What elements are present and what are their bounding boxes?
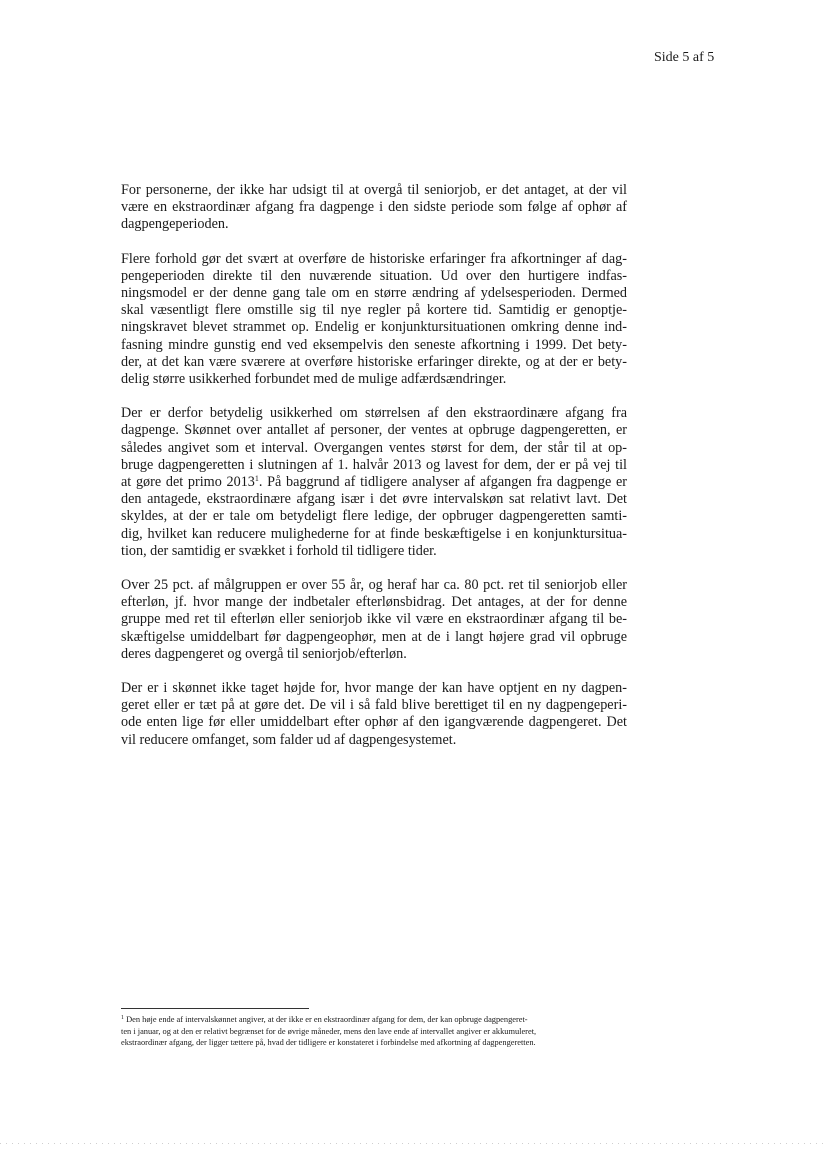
text-line: Flere forhold gør det svært at overføre de historiske erfaringer fra afkortninger af dag- xyxy=(121,250,627,267)
text-line: gruppe med ret til efterløn eller seniorjob ikke vil være en ekstraordinær afgang til be- xyxy=(121,611,627,628)
footnote-ref-marker: 1 xyxy=(254,474,259,484)
text-line: skal væsentligt flere omstille sig til nye regler på kortere tid. Samtidig er genoptje- xyxy=(121,302,627,319)
paragraph-3 xyxy=(121,405,627,560)
text-line: skæftigelse umiddelbart før dagpengeophør, men at de i langt højere grad vil opbruge xyxy=(121,628,627,645)
document-body xyxy=(121,182,627,766)
footnote-marker: 1 xyxy=(121,1015,124,1021)
footnote-divider xyxy=(121,1008,309,1009)
footnote-line: ekstraordinær afgang, der ligger tættere på, hvad der tidligere er konstateret i forbindelse med afkortning af dagpengeretten. xyxy=(121,1038,536,1047)
text-line: bruge dagpengeretten i slutningen af 1. halvår 2013 og lavest for dem, der er på vej til xyxy=(121,456,627,473)
text-line: dig, hvilket kan reducere mulighederne for at finde beskæftigelse i en konjunktursitua- xyxy=(121,525,627,542)
text-line: være en ekstraordinær afgang fra dagpenge i den sidste periode som følge af ophør af xyxy=(121,199,627,216)
text-line: dagpenge. Skønnet over antallet af personer, der ventes at opbruge dagpengeretten, er xyxy=(121,422,627,439)
paragraph-4 xyxy=(121,577,627,663)
text-line: således angivet som et interval. Overgangen ventes størst for dem, der står til at op- xyxy=(121,439,627,456)
footnote-line: ten i januar, og at den er relativt begrænset for de øvrige måneder, mens den lave ende af intervallet angiver er akkumuleret, xyxy=(121,1026,537,1036)
text-line: ningskravet blevet strammet op. Endelig er konjunktursituationen omkring denne ind- xyxy=(121,319,627,336)
text-line: vil reducere omfanget, som falder ud af dagpengesystemet. xyxy=(121,731,457,748)
text-line: delig større usikkerhed forbundet med de mulige adfærdsændringer. xyxy=(121,371,507,388)
scan-edge-artifact xyxy=(0,1143,827,1144)
text-line: fasning mindre gunstig end ved eksempelvis den seneste afkortning i 1999. Det bety- xyxy=(121,336,627,353)
text-line: ode enten lige før eller umiddelbart efter ophør af den igangværende dagpengeret. Det xyxy=(121,714,627,731)
text-segment: at gøre det primo 2013 xyxy=(121,474,255,491)
paragraph-2 xyxy=(121,251,627,389)
footnote-block xyxy=(121,1014,627,1049)
paragraph-5 xyxy=(121,680,627,749)
footnote-text: Den høje ende af intervalskønnet angiver, at der ikke er en ekstraordinær afgang for dem, der kan opbruge dagpengeret- xyxy=(126,1015,528,1024)
text-line: Der er derfor betydelig usikkerhed om størrelsen af den ekstraordinære afgang fra xyxy=(121,405,627,422)
text-line: Der er i skønnet ikke taget højde for, hvor mange der kan have optjent en ny dagpen- xyxy=(121,680,627,697)
text-line-with-footnote xyxy=(121,474,627,491)
text-line: efterløn, jf. hvor mange der indbetaler efterlønsbidrag. Det antages, at der for denne xyxy=(121,594,627,611)
text-line: pengeperioden direkte til den nuværende situation. Ud over den hurtigere indfas- xyxy=(121,267,627,284)
footnote-line xyxy=(121,1014,627,1026)
text-line: skyldes, at der er tale om betydeligt flere ledige, der opbruger dagpengeretten samti- xyxy=(121,508,627,525)
text-line: geret eller er tæt på at gøre det. De vil i så fald blive berettiget til en ny dagpengeperi- xyxy=(121,697,627,714)
text-segment: . På baggrund af tidligere analyser af afgangen fra dagpenge er xyxy=(258,474,627,491)
text-line: tion, der samtidig er svækket i forhold til tidligere tider. xyxy=(121,542,437,559)
text-line: Over 25 pct. af målgruppen er over 55 år, og heraf har ca. 80 pct. ret til seniorjob eller xyxy=(121,577,627,594)
page-number: Side 5 af 5 xyxy=(654,50,715,65)
text-line: dagpengeperioden. xyxy=(121,216,229,233)
text-line: ningsmodel er der denne gang tale om en større ændring af ydelsesperioden. Dermed xyxy=(121,285,627,302)
text-line: der, at det kan være sværere at overføre historiske erfaringer direkte, og at der er bety- xyxy=(121,353,627,370)
text-line: deres dagpengeret og overgå til seniorjob/efterløn. xyxy=(121,645,407,662)
paragraph-1 xyxy=(121,182,627,234)
text-line: den antagede, ekstraordinære afgang især i det øvre intervalskøn sat relativt lavt. Det xyxy=(121,491,627,508)
text-line: For personerne, der ikke har udsigt til at overgå til seniorjob, er det antaget, at der vil xyxy=(121,182,627,198)
